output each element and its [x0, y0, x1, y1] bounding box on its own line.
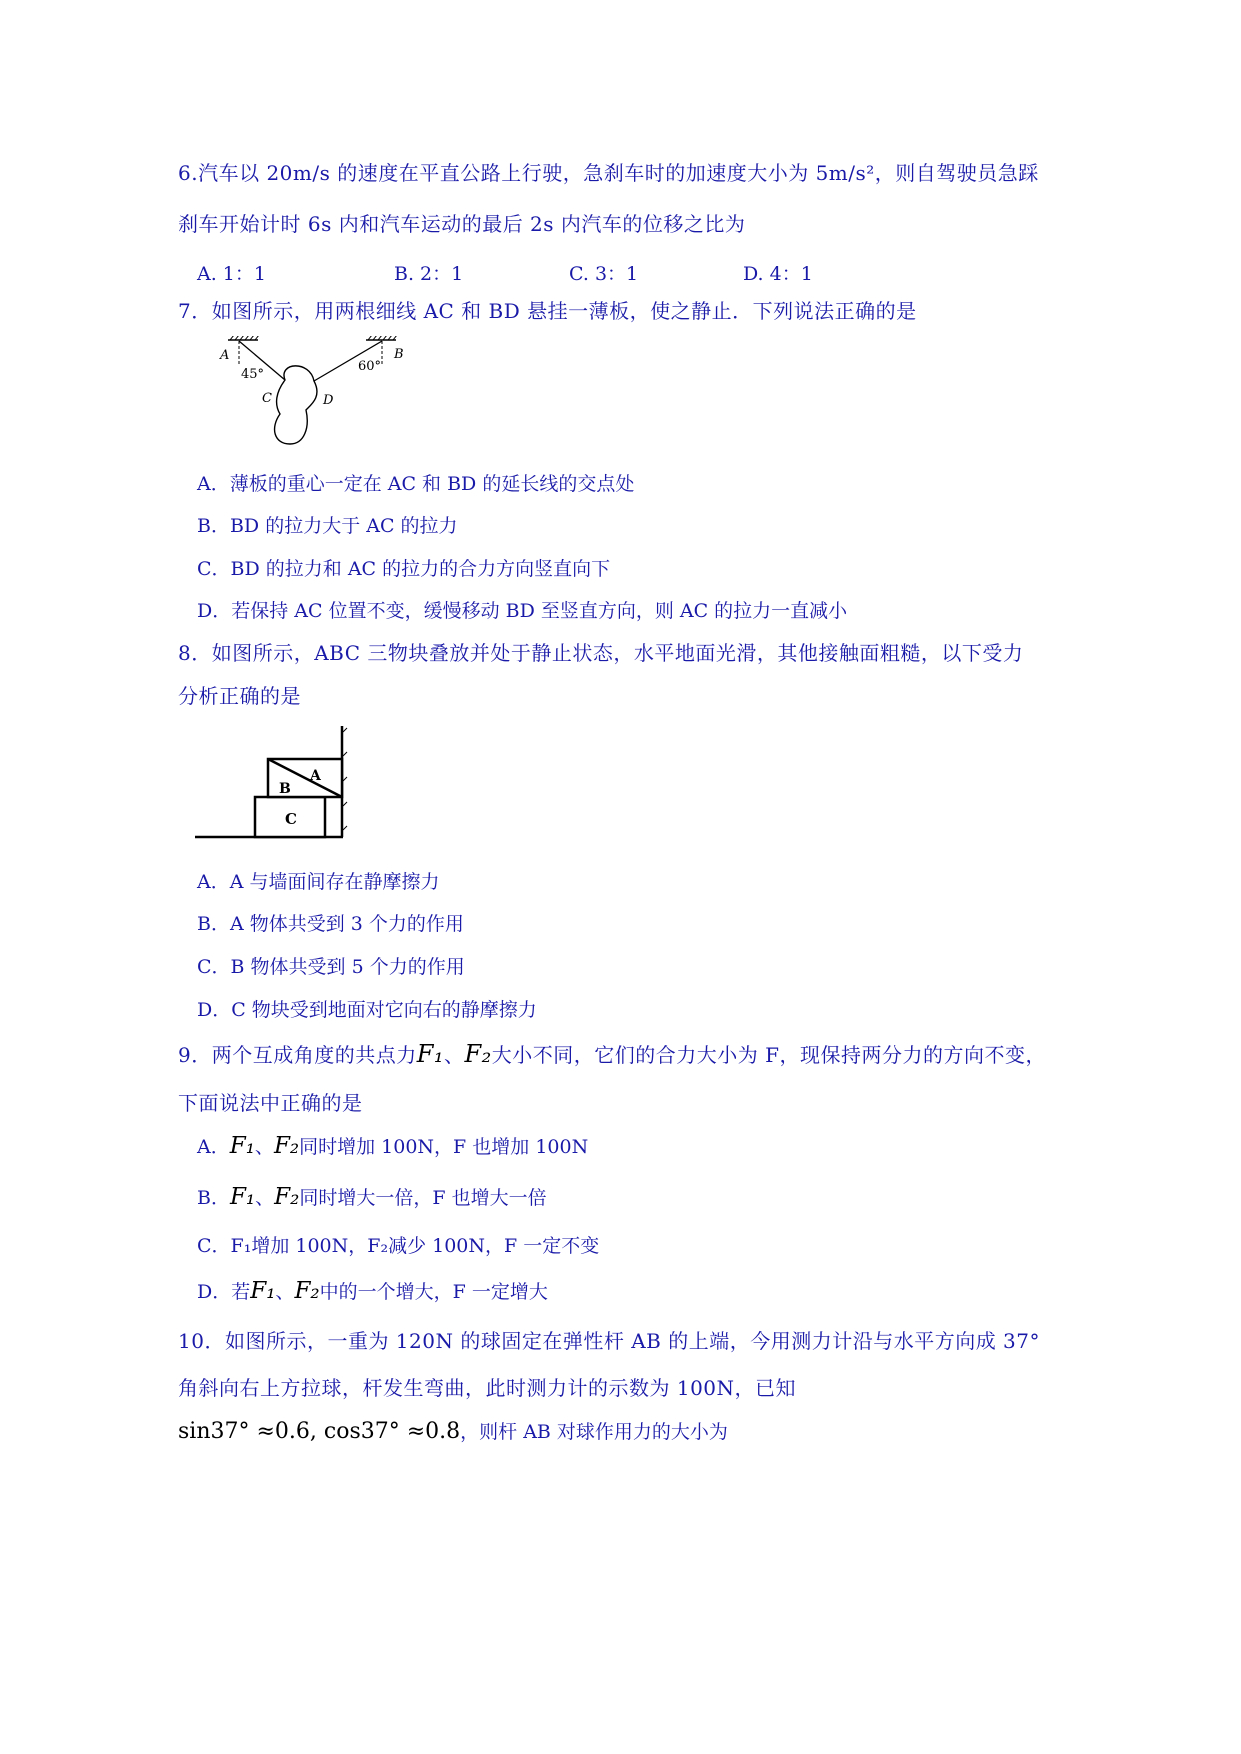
q9-line1-prefix: 9．两个互成角度的共点力: [178, 1043, 417, 1067]
q7-label-d: D: [323, 393, 334, 408]
q10-line3-suffix: ，则杆 AB 对球作用力的大小为: [460, 1421, 728, 1443]
q9-option-b: B．F₁、F₂同时增大一倍，F 也增大一倍: [197, 1184, 547, 1210]
q7-label-c: C: [262, 391, 272, 406]
q7-option-c: C．BD 的拉力和 AC 的拉力的合力方向竖直向下: [197, 558, 611, 580]
q9-line2: 下面说法中正确的是: [178, 1091, 363, 1115]
q8-option-c: C．B 物体共受到 5 个力的作用: [197, 956, 465, 978]
q9-option-a: A．F₁、F₂同时增加 100N，F 也增加 100N: [197, 1133, 589, 1159]
q8-label-a: A: [310, 768, 321, 784]
q9-line1-suffix: 大小不同，它们的合力大小为 F，现保持两分力的方向不变，: [491, 1043, 1047, 1067]
q10-math: sin37° ≈0.6, cos37° ≈0.8: [178, 1419, 461, 1444]
q8-option-b: B．A 物体共受到 3 个力的作用: [197, 913, 464, 935]
q7-option-a: A．薄板的重心一定在 AC 和 BD 的延长线的交点处: [197, 473, 635, 495]
q7-option-d: D．若保持 AC 位置不变，缓慢移动 BD 至竖直方向，则 AC 的拉力一直减小: [197, 600, 848, 622]
q8-line2: 分析正确的是: [178, 684, 301, 708]
q9-option-a-f2: F₂: [273, 1133, 300, 1159]
q9-option-c: C．F₁增加 100N，F₂减少 100N，F 一定不变: [197, 1235, 600, 1257]
q8-line1: 8．如图所示，ABC 三物块叠放并处于静止状态，水平地面光滑，其他接触面粗糙，以下受力: [178, 641, 1024, 665]
q7-angle-left: 45°: [241, 367, 265, 382]
q6-option-b: B. 2：1: [394, 263, 464, 285]
q8-option-a: A．A 与墙面间存在静摩擦力: [197, 871, 440, 893]
q9-f1: F₁: [416, 1040, 445, 1068]
q9-sep: 、: [444, 1043, 465, 1067]
q9-option-a-f1: F₁: [229, 1133, 255, 1159]
q9-f2: F₂: [464, 1040, 492, 1068]
q6-line1: 6.汽车以 20m/s 的速度在平直公路上行驶，急刹车时的加速度大小为 5m/s²，则自驾驶员急踩: [178, 161, 1039, 185]
q8-figure: [195, 726, 355, 842]
q8-label-c: C: [285, 810, 297, 828]
q9-option-b-f2: F₂: [274, 1184, 300, 1210]
q7-option-b: B．BD 的拉力大于 AC 的拉力: [197, 515, 458, 537]
q7-label-a: A: [220, 348, 230, 363]
q6-option-a: A. 1：1: [197, 263, 266, 285]
q7-stem: 7．如图所示，用两根细线 AC 和 BD 悬挂一薄板，使之静止．下列说法正确的是: [178, 299, 917, 323]
q10-line3: [178, 1418, 728, 1446]
q7-figure: [218, 336, 408, 454]
q9-line1: [178, 1041, 1046, 1068]
q8-option-d: D．C 物块受到地面对它向右的静摩擦力: [197, 999, 537, 1021]
q9-option-b-f1: F₁: [229, 1184, 256, 1210]
q9-option-d-f2: F₂: [294, 1278, 320, 1304]
q9-option-d: D．若F₁、F₂中的一个增大，F 一定增大: [197, 1278, 548, 1304]
q10-line1: 10．如图所示，一重为 120N 的球固定在弹性杆 AB 的上端，今用测力计沿与水平方向成 37°: [178, 1329, 1040, 1353]
q7-label-b: B: [394, 347, 404, 362]
q10-line2: 角斜向右上方拉球，杆发生弯曲，此时测力计的示数为 100N，已知: [178, 1376, 797, 1400]
q6-line2: 刹车开始计时 6s 内和汽车运动的最后 2s 内汽车的位移之比为: [178, 212, 746, 236]
q8-label-b: B: [279, 781, 291, 797]
q6-option-c: C. 3：1: [569, 263, 639, 285]
q7-angle-right: 60°: [358, 359, 382, 374]
q9-option-d-f1: F₁: [250, 1278, 276, 1304]
q6-option-d: D. 4：1: [743, 263, 813, 285]
